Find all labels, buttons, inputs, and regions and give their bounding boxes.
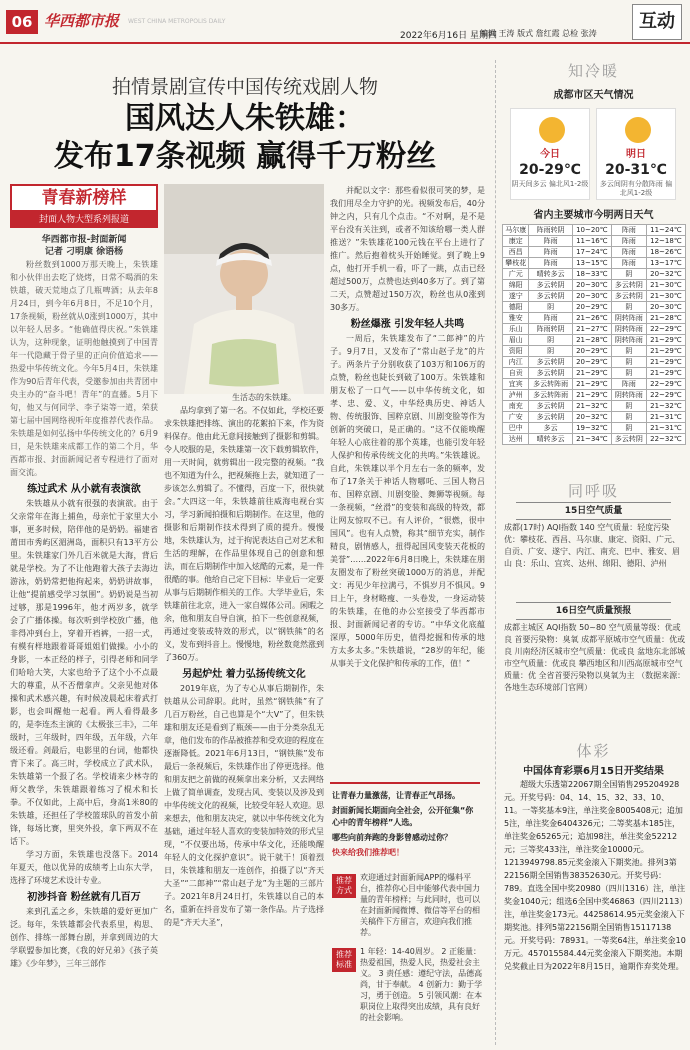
sun-icon: [625, 117, 651, 143]
city-weather-cell: 21~31℃: [646, 423, 685, 434]
city-weather-row: [503, 324, 686, 335]
city-weather-cell: 21~29℃: [572, 390, 611, 401]
city-weather-row: [503, 368, 686, 379]
notice-line: 封面新闻长期面向全社会，公开征集“你心中的青年榜样”人选。: [332, 806, 474, 827]
city-weather-row: [503, 357, 686, 368]
city-weather-cell: 21~28℃: [572, 335, 611, 346]
city-weather-cell: 多云转阴: [529, 412, 572, 423]
city-weather-row: [503, 269, 686, 280]
tomorrow-label: 明日: [626, 149, 646, 160]
tomorrow-weather-card: [596, 108, 676, 200]
page-number: 06: [6, 10, 38, 34]
air-forecast-title: 16日空气质量预报: [516, 602, 671, 620]
city-weather-cell: 宜宾: [503, 379, 529, 390]
tomorrow-desc: 多云间阴有分散阵雨 偏北风1-2级: [599, 180, 673, 197]
city-weather-row: [503, 291, 686, 302]
city-weather-cell: 21~32℃: [572, 401, 611, 412]
city-weather-cell: 西昌: [503, 247, 529, 258]
headline-line-2: 发布17条视频 赢得千万粉丝: [53, 139, 437, 174]
city-weather-cell: 康定: [503, 236, 529, 247]
today-weather-card: [510, 108, 590, 200]
city-weather-cell: 多云转阴: [611, 434, 646, 445]
article-column-1: [10, 258, 158, 1046]
city-weather-cell: 11~16℃: [572, 236, 611, 247]
city-weather-cell: 20~32℃: [572, 412, 611, 423]
today-label: 今日: [540, 149, 560, 160]
city-weather-cell: 21~30℃: [646, 280, 685, 291]
city-weather-row: [503, 346, 686, 357]
city-weather-cell: 多云转阴: [529, 280, 572, 291]
city-weather-cell: 21~26℃: [572, 313, 611, 324]
portrait-photo: [164, 184, 324, 394]
city-weather-cell: 20~32℃: [646, 269, 685, 280]
city-weather-cell: 21~29℃: [572, 379, 611, 390]
weather-section-head: 知冷暖: [567, 62, 619, 80]
weather-title: 成都市区天气情况: [553, 90, 634, 101]
city-weather-cell: 晴转多云: [529, 434, 572, 445]
city-weather-row: [503, 258, 686, 269]
city-weather-cell: 18~33℃: [572, 269, 611, 280]
city-weather-cell: 11~24℃: [646, 225, 685, 236]
subheading-martial-arts: 练过武术 从小就有表演欲: [27, 484, 141, 495]
today-temp: 20-29℃: [519, 162, 581, 178]
sidebar: [495, 60, 687, 1045]
portrait-photo-graphic: [164, 184, 324, 394]
city-weather-cell: 德阳: [503, 302, 529, 313]
recommend-method-tag: 推荐方式: [332, 874, 356, 898]
city-weather-cell: 20~29℃: [572, 346, 611, 357]
city-weather-cell: 雅安: [503, 313, 529, 324]
city-weather-cell: 多云: [529, 423, 572, 434]
city-weather-cell: 多云转阴: [611, 291, 646, 302]
byline-org: 华西都市报-封面新闻: [41, 235, 127, 245]
air-forecast-text: 成都主城区 AQI指数 50~80 空气质量等级：优或良 首要污染物：臭氧 成都平原城市空气质量：优或良 川南经济区城市空气质量：优或良 盆地东北部城市空气质量：优或良 攀西地区和川西高原城市空气质量：优 全省首要污染物以臭氧为主 （数据来源：各地生态环境部门官网）: [504, 623, 686, 692]
city-weather-cell: 广元: [503, 269, 529, 280]
page-header: [0, 0, 690, 44]
air-quality-text: 成都(17时) AQI指数 140 空气质量：轻度污染 优：攀枝花、西昌、马尔康、康定、资阳、广元、自贡、广安、遂宁、内江、南充、巴中、雅安、眉山 良：乐山、宜宾、达州、绵阳、德阳、泸州: [504, 523, 680, 568]
city-weather-cell: 22~29℃: [646, 379, 685, 390]
city-weather-row: [503, 247, 686, 258]
city-weather-cell: 眉山: [503, 335, 529, 346]
article-paragraph: 朱铁雄从小就有很强的表演欲。由于父亲常年在海上捕鱼，母亲忙于家里大小事，更多时候，陪伴他的是奶奶。福建省莆田市秀屿区湄洲岛，面积只有13平方公里。朱铁雄家门外几百米就是大海，背后就是学校。为了不让他跑着大孩子去海边游泳，奶奶常把他拘起来，奶奶讲故事，让他“提前感受学习氛围”。奶奶说是当初过够，那是1996年，他才两岁多，就学会了广播体操。每次听到学校放广播，他非得冲到台上，穿着开裆裤，一招一式，有模有样地跟着哥哥姐姐们做操。小小的身影，一本正经的样子，引得老师和同学们哈哈大笑，大家也给予了这个小不点最大的尊重，从不否僧拿声。父亲见他对体操和武术感兴趣，有时候凌晨起床着武打影，也会叫醒他一起看。两人看得最多的，是李连杰主演的《太极张三丰》，二年级时，三年级时，四年级，五年级，六年级还看。剑最后，电影里的台词，他都快背下来了。高三时，学校成立了武术队，朱铁雄第一个报了名。学校请来少林寺的师父教学，朱铁雄跟着练习了棍术和长拳。不仅如此，上高中后，身高1米80的朱铁雄，还担任了学校篮球队的首发小前锋，每场比赛，里突外投，拿下两双不在话下。: [10, 499, 158, 846]
headline-line-1: 国风达人朱铁雄：: [125, 101, 365, 136]
city-weather-cell: 多云转阵雨: [529, 390, 572, 401]
city-weather-cell: 阵雨: [611, 247, 646, 258]
city-weather-row: [503, 335, 686, 346]
lottery-results: [504, 778, 686, 973]
city-weather-cell: 乐山: [503, 324, 529, 335]
city-weather-cell: 17~24℃: [572, 247, 611, 258]
article-kicker: 拍情景剧宣传中国传统戏剧人物: [111, 76, 378, 98]
city-weather-cell: 阴: [611, 412, 646, 423]
notice-line: 让青春力量激荡，让青春正气昂扬。: [332, 791, 460, 800]
today-desc: 阴天间多云 偏北风1-2级: [511, 180, 589, 188]
article-paragraph: 品均拿到了第一名。不仅如此，学校还要求朱铁雄把排练、演出的花絮拍下来，作为资料保存。他由此无意间接触到了摄影和剪辑。令人咬服的是，朱铁雄第一次下载剪辑软件，用一天时间，就剪辑出一段完整的视频。“我也不知道为什么，把视频拖上去，就知道了一步该怎么剪辑了。不懂得，百度一下，很快就会。”大四这一年，朱铁雄前往威海电视台实习，学习新闻拍摄和后期制作。在这里，他的摄影和后期制作技术得到了质的提升。慢慢地，朱铁雄认为，过于拘泥表达自己对艺术和生活的理解，在作品里体现自己的创意和想法，而在后期制作中加入炫酷的元素，是一件很酷的事。他给自己定下目标：毕业后一定要从事与后期制作相关的工作。大学毕业后，朱铁雄前往北京，进入一家自媒体公司。闲暇之余，他和朋友自导自演，拍下一些创意视频，再通过变装或特效的形式，以“钢铁熊”的名义，发布到抖音上。慢慢地，粉丝数竟然涨到了360万。: [164, 406, 324, 662]
issue-date: 2022年6月16日 星期四: [400, 31, 497, 41]
city-weather-cell: 21~29℃: [572, 368, 611, 379]
city-weather-cell: 阵雨转阴: [529, 324, 572, 335]
city-weather-cell: 21~29℃: [646, 357, 685, 368]
city-weather-cell: 21~29℃: [646, 335, 685, 346]
city-weather-cell: 巴中: [503, 423, 529, 434]
byline-reporters: 记者 刁明康 徐语杨: [44, 247, 124, 257]
city-weather-title: 省内主要城市今明两日天气: [533, 210, 654, 221]
subheading-douyin: 初涉抖音 粉丝就有几百万: [27, 892, 141, 903]
recommend-method-text: 欢迎通过封面新闻APP的爆料平台，推荐你心目中能够代表中国力量的青年榜样；与此同时，也可以在封面新闻微博、微信等平台的相关稿件下方留言，欢迎向我们推荐。: [360, 873, 480, 937]
air-section-head: 同呼吸: [567, 482, 619, 500]
city-weather-cell: 遂宁: [503, 291, 529, 302]
badge-subtitle: 封面人物大型系列报道: [10, 212, 158, 228]
city-weather-cell: 多云转阴: [529, 368, 572, 379]
article-column-3: [330, 184, 485, 778]
city-weather-cell: 20~30℃: [572, 280, 611, 291]
subheading-fans-surge: 粉丝爆涨 引发年轻人共鸣: [350, 319, 465, 330]
city-weather-cell: 20~30℃: [646, 302, 685, 313]
paper-english-name: WEST CHINA METROPOLIS DAILY: [128, 18, 226, 25]
article-column-2: [164, 404, 324, 1046]
city-weather-cell: 阴转阵雨: [611, 324, 646, 335]
city-weather-cell: 自贡: [503, 368, 529, 379]
city-weather-cell: 阵雨转阴: [529, 225, 572, 236]
article-paragraph: 来到孔孟之乡，朱铁雄的爱好更加广泛。每年，朱铁雄都会代表系里，构思、创作、排练一部舞台剧，并拿到周边的大学联盟参加比赛，《我的好兄弟》《孩子英雄》《少年梦》，三年三部作: [10, 907, 158, 968]
city-weather-cell: 18~26℃: [646, 247, 685, 258]
city-weather-cell: 多云转阴: [529, 401, 572, 412]
city-weather-cell: 多云转阴: [529, 291, 572, 302]
city-weather-cell: 阴: [611, 423, 646, 434]
city-weather-cell: 内江: [503, 357, 529, 368]
city-weather-cell: 多云转阴: [529, 357, 572, 368]
article-paragraph: 学习方面，朱铁雄也没落下。2014年夏天，他以优异的成绩考上山东大学，选择了环境艺术设计专业。: [10, 850, 158, 885]
city-weather-cell: 阴转阵雨: [611, 313, 646, 324]
city-weather-row: [503, 401, 686, 412]
section-title: 互动: [632, 4, 682, 40]
photo-caption: 生活态的朱铁雄。: [232, 393, 296, 402]
city-weather-cell: 22~32℃: [646, 434, 685, 445]
lottery-title: 中国体育彩票6月15日开奖结果: [523, 766, 664, 777]
city-weather-cell: 21~29℃: [646, 368, 685, 379]
sun-icon: [539, 117, 565, 143]
city-weather-cell: 20~30℃: [572, 291, 611, 302]
tomorrow-temp: 20-31℃: [605, 162, 667, 178]
city-weather-cell: 21~29℃: [646, 346, 685, 357]
city-weather-table: [502, 224, 686, 445]
city-weather-cell: 10~20℃: [572, 225, 611, 236]
city-weather-cell: 13~15℃: [572, 258, 611, 269]
recommend-criteria-tag: 推荐标准: [332, 948, 356, 972]
city-weather-cell: 阴转阵雨: [611, 390, 646, 401]
city-weather-row: [503, 412, 686, 423]
city-weather-cell: 21~27℃: [572, 324, 611, 335]
city-weather-cell: 阴: [529, 346, 572, 357]
city-weather-cell: 12~18℃: [646, 236, 685, 247]
city-weather-cell: 泸州: [503, 390, 529, 401]
city-weather-cell: 广安: [503, 412, 529, 423]
paper-logo: 华西都市报: [44, 12, 120, 30]
city-weather-cell: 阵雨: [611, 258, 646, 269]
city-weather-cell: 22~29℃: [646, 324, 685, 335]
city-weather-row: [503, 236, 686, 247]
city-weather-cell: 阴: [611, 346, 646, 357]
city-weather-cell: 21~30℃: [646, 291, 685, 302]
city-weather-row: [503, 379, 686, 390]
lottery-section-head: 体彩: [576, 742, 611, 760]
city-weather-cell: 21~28℃: [646, 313, 685, 324]
article-paragraph: 一周后，朱铁雄发布了“二郎神”的片子。9月7日，又发布了“常山赵子龙”的片子。两条片子分别收获了103万和106万的点赞，粉丝也陡长到破了100万。朱铁雄和朋友松了一口气——以中华传统文化，如孝、忠、爱、义，中华经典历史、神话人物、传统服饰、国粹京剧、川剧变脸等作为创新的突破口，是正确的。“这不仅能唤醒年轻人心底往着的那个英雄，也能引发年轻人保护和传承传统文化的共鸣。”朱铁雄说。自此，朱铁雄以半个月左右一条的频率，发布了17条关于神话人物哪吒、三国人物吕布、国粹京剧、川剧变脸、舞狮等视频。每一条视频，“丝滑”的变装和高级的特效，都让网友惊叹不已。有人评价，“很燃，很中国风”。也有人点赞，称其“细节充实，制作精良，剧情感人，扭得起国风变装天花板的美誉”……2022年6月8日晚上，朱铁雄在朋友圈发布了粉丝突破1000万的消息，并配文：再见少年拉满弓，不惧岁月不惧风。9日上午，身材略瘦、一头卷发，一身运动装的朱铁雄，在他的办公室接受了华西都市报、封面新闻记者的专访。“中华文化底蕴深厚，5000年历史，值得挖掘和传承的地方太多太多。”朱铁雄说，“28岁的年纪，能从事关于文化保护和传承的工作，值！”: [330, 334, 485, 668]
city-weather-cell: 21~31℃: [646, 412, 685, 423]
city-weather-cell: 阴: [611, 401, 646, 412]
city-weather-cell: 20~29℃: [572, 302, 611, 313]
subheading-restart: 另起炉灶 着力弘扬传统文化: [182, 669, 306, 680]
city-weather-cell: 阵雨: [529, 247, 572, 258]
city-weather-cell: 13~17℃: [646, 258, 685, 269]
city-weather-cell: 22~29℃: [646, 390, 685, 401]
city-weather-cell: 阵雨: [611, 236, 646, 247]
city-weather-cell: 20~29℃: [572, 357, 611, 368]
article-paragraph: 2019年底，为了专心从事后期制作，朱铁雄从公司辞职。此时，虽然“钢铁熊”有了几百万粉丝，自己也算是个“大V”了，但朱铁雄和朋友还是看到了瓶颈——由于分类杂乱无章，他们发布的作品被推荐和受欢迎的程度在逐渐降低。2021年6月13日，“钢铁熊”发布最后一条视频后，朱铁雄作出了停更选择。他和朋友把之前做的视频拿出来分析，又去网络上做了简单调查，发现古风、变装以及涉及到中华传统文化的视频，比较受年轻人欢迎。思来想去，他和朋友决定，就以中华传统文化为基础，通过年轻人喜欢的变装加特效的形式呈现，“不仅要出场，传承中华文化，还能唤醒年轻人的文化探护意识”。说干就干！顶着烈日，朱铁雄和朋友一连创作，拍摄了以“齐天大圣”“二郎神”“常山赵子龙”为主题的三部片子。2021年8月24日打，朱铁雄以自己的本名，重新在抖音发布了第一条作品。片子选择的是“齐天大圣”，: [164, 684, 324, 927]
city-weather-cell: 阴转阵雨: [611, 335, 646, 346]
lottery-text: 超级大乐透第22067期全国销售295204928元。开奖号码：04、14、15、32、33、10、11。一等奖基本9注，单注奖金8005408元；追加5注，单注奖金6404326元；二等奖基本185注，单注奖金65265元；追加98注，单注奖金52212元；三等奖433注，单注奖金10000元。1213949798.85元奖金滚入下期奖池。排列3第22156期全国销售38352630元。开奖号码：789。直选全国中奖20980（四川1316）注，单注奖金1040元；组选6全国中奖46863（四川2113）注，单注奖金173元。44258614.95元奖金滚入下期奖池。排列5第22156期全国销售15117138元。开奖号码：78931。一等奖64注，单注奖金10万元。457015584.44元奖金滚入下期奖池。本期兑奖截止日为2022年8月15日，逾期作弃奖处理。: [504, 780, 686, 971]
city-weather-cell: 阴: [611, 357, 646, 368]
city-weather-cell: 马尔康: [503, 225, 529, 236]
notice-call-to-action: 快来给我们推荐吧！: [332, 848, 404, 857]
city-weather-cell: 多云转阵雨: [529, 379, 572, 390]
city-weather-cell: 21~34℃: [572, 434, 611, 445]
city-weather-cell: 阴: [611, 269, 646, 280]
city-weather-row: [503, 302, 686, 313]
city-weather-cell: 19~32℃: [572, 423, 611, 434]
city-weather-cell: 阴: [611, 368, 646, 379]
city-weather-row: [503, 280, 686, 291]
city-weather-cell: 达州: [503, 434, 529, 445]
city-weather-cell: 阵雨: [529, 258, 572, 269]
city-weather-cell: 阵雨: [611, 225, 646, 236]
city-weather-row: [503, 313, 686, 324]
youth-model-badge: 青春新榜样: [10, 184, 158, 212]
city-weather-cell: 南充: [503, 401, 529, 412]
city-weather-row: [503, 225, 686, 236]
city-weather-row: [503, 423, 686, 434]
city-weather-cell: 阵雨: [529, 236, 572, 247]
city-weather-cell: 晴转多云: [529, 269, 572, 280]
city-weather-cell: 阵雨: [611, 379, 646, 390]
editor-credits: 编辑 王涛 版式 詹红霞 总检 张涛: [480, 29, 597, 38]
city-weather-cell: 阴: [529, 335, 572, 346]
city-weather-cell: 阵雨: [529, 313, 572, 324]
recommendation-notice: [330, 782, 480, 868]
city-weather-row: [503, 434, 686, 445]
city-weather-cell: 资阳: [503, 346, 529, 357]
city-weather-row: [503, 390, 686, 401]
city-weather-cell: 攀枝花: [503, 258, 529, 269]
city-weather-cell: 多云转阴: [611, 280, 646, 291]
air-quality-title: 15日空气质量: [516, 502, 671, 520]
notice-line: 哪些向前奔跑的身影曾感动过你？: [332, 833, 452, 842]
city-weather-cell: 绵阳: [503, 280, 529, 291]
city-weather-cell: 阴: [611, 302, 646, 313]
recommend-criteria-text: 1 年轻：14-40周岁。 2 正能量：热爱祖国，热爱人民，热爱社会主义。 3 责任感：遵纪守法，品德高尚，甘于奉献。 4 创新力：勤于学习，勇于创造。 5 引领风潮：在本职岗位上取得突出成绩，具有良好的社会影响。: [360, 947, 483, 1022]
article-paragraph: 并配以文字：那些看似很可笑的梦，是我们用尽全力守护的光。视频发布后，40分钟之内，只有几个点击。“不对啊，是不是平台没有关注到，或者不知该给哪一类人群推送？”朱铁雄花100元钱在平台上进行了推广。然后抱着枕头开始睡觉。到了晚上9点，他打开手机一看，吓了一跳，点击已经超过500万，点赞也达到40多万了。到了第二天，点赞超过150万次，粉丝也从0涨到30多万。: [330, 186, 485, 312]
city-weather-cell: 阴: [529, 302, 572, 313]
city-weather-cell: 21~32℃: [646, 401, 685, 412]
article-lead: 粉丝数到1000万那天晚上，朱铁雄和小伙伴出去吃了烧烤，日常不喝酒的朱铁雄，破天荒地点了几瓶啤酒；从去年8月24日，到今年6月8日，不足10个月，17条视频，粉丝就从0涨到1000万，其中以年轻人居多。“他确值得庆祝。”朱铁雄认为，这种现象，证明他触摸到了中国青年一代隐藏于骨子里的正向价值追求——热爱中华传统文化。今年5月4日，朱铁雄作为90后青年代表，受邀参加由共青团中央主办的“奋斗吧！青年”的直播。5月下旬，他又与何同学、李子柒等一道，荣获第七届中国网络视听年度推荐代表作品。朱铁雄是如何弘扬中华传统文化的？6月9日，是朱铁雄来成都工作的第二个月，华西都市报、封面新闻记者专程进行了面对面交流。: [10, 260, 158, 477]
